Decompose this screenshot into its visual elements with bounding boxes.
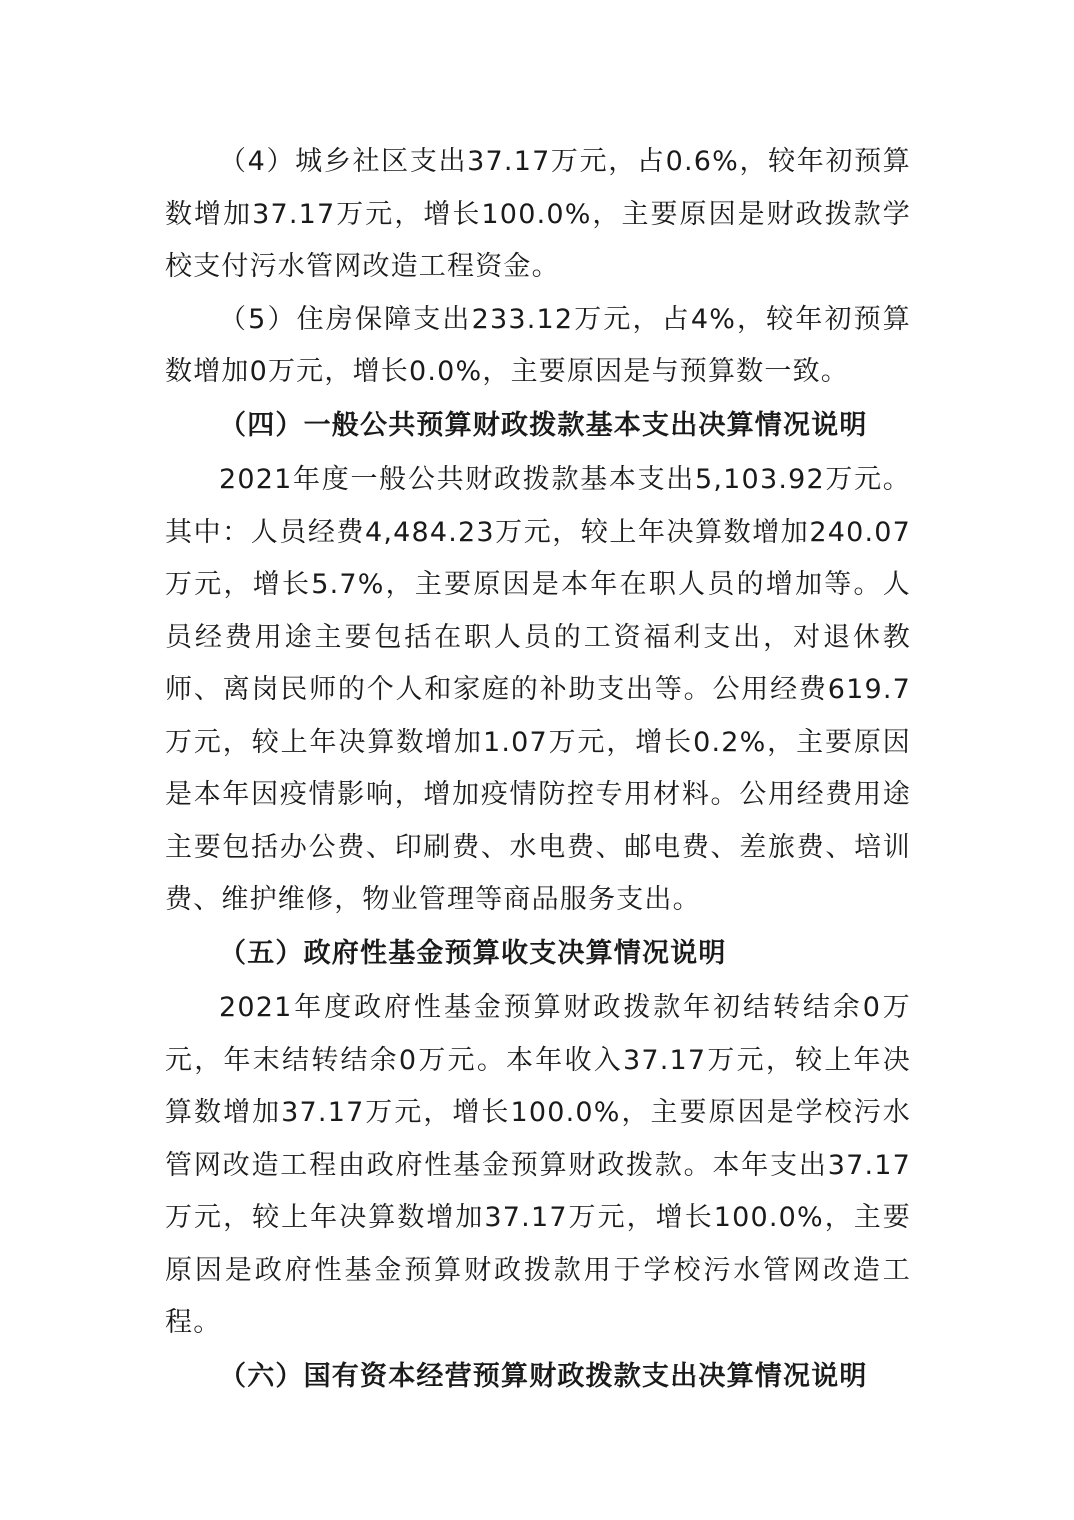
- paragraph-urban-rural-community: （4）城乡社区支出37.17万元，占0.6%，较年初预算数增加37.17万元，增长100.0%，主要原因是财政拨款学校支付污水管网改造工程资金。: [165, 146, 911, 282]
- section-heading-state-capital: （六）国有资本经营预算财政拨款支出决算情况说明: [219, 1360, 868, 1392]
- paragraph-basic-expenditure: 2021年度一般公共财政拨款基本支出5,103.92万元。其中：人员经费4,484.23万元，较上年决算数增加240.07万元，增长5.7%，主要原因是本年在职人员的增加等。人员经费用途主要包括在职人员的工资福利支出，对退休教师、离岗民师的个人和家庭的补助支出等。公用经费619.7万元，较上年决算数增加1.07万元，增长0.2%，主要原因是本年因疫情影响，增加疫情防控专用材料。公用经费用途主要包括办公费、印刷费、水电费、邮电费、差旅费、培训费、维护维修，物业管理等商品服务支出。: [165, 464, 911, 915]
- document-page: [165, 136, 911, 1405]
- section-heading-basic-expenditure: （四）一般公共预算财政拨款基本支出决算情况说明: [219, 409, 868, 441]
- paragraph-housing-security: （5）住房保障支出233.12万元，占4%，较年初预算数增加0万元，增长0.0%，主要原因是与预算数一致。: [165, 303, 911, 387]
- paragraph-government-fund: 2021年度政府性基金预算财政拨款年初结转结余0万元，年末结转结余0万元。本年收入37.17万元，较上年决算数增加37.17万元，增长100.0%，主要原因是学校污水管网改造工程由政府性基金预算财政拨款。本年支出37.17万元，较上年决算数增加37.17万元，增长100.0%，主要原因是政府性基金预算财政拨款用于学校污水管网改造工程。: [165, 992, 911, 1338]
- section-heading-government-fund: （五）政府性基金预算收支决算情况说明: [219, 937, 727, 969]
